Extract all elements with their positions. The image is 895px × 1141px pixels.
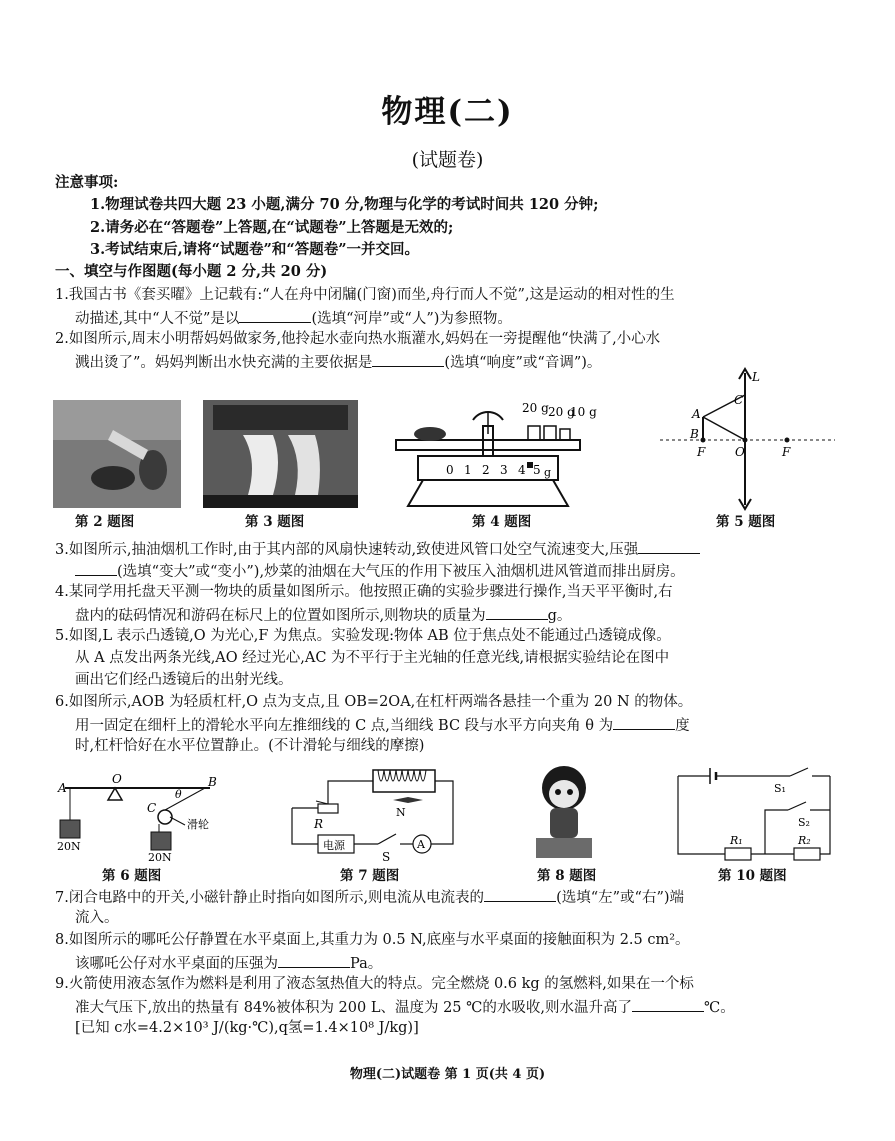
weight-label-3: 10 g [570,405,597,419]
q7-answer-blank [484,886,556,902]
q9-line1: 9.火箭使用液态氢作为燃料是利用了液态氢热值大的特点。完全燃烧 0.6 kg 的氢燃料,如果在一个标 [55,976,694,992]
caption-fig6: 第 6 题图 [102,868,162,884]
label-L: L [752,370,760,384]
caption-fig5: 第 5 题图 [716,514,776,530]
q9-answer-blank [632,996,704,1012]
ruler-unit: g [544,466,552,479]
resistor-label-R1: R₁ [730,834,743,847]
label-O: O [735,445,745,459]
q6-answer-blank [613,714,675,730]
circuit-label-S: S [382,850,391,864]
q5-line1: 5.如图,L 表示凸透镜,O 为光心,F 为焦点。实验发现:物体 AB 位于焦点处不能通过凸透镜成像。 [55,628,671,644]
q6-line3: 时,杠杆恰好在水平位置静止。(不计滑轮与细线的摩擦) [75,738,425,754]
q9-line2: 准大气压下,放出的热量有 84%被体积为 200 L、温度为 25 ℃的水吸收,则水温升高了 ℃。 [75,996,735,1018]
q2-line2: 溅出烫了”。妈妈判断出水快充满的主要依据是 (选填“响度”或“音调”)。 [75,351,601,373]
ruler-tick-0: 0 [446,463,454,477]
lever-label-O: O [112,772,122,786]
caption-fig2: 第 2 题图 [75,514,135,530]
resistor-label-R2: R₂ [798,834,811,847]
caption-fig4: 第 4 题图 [472,514,532,530]
q2-line1: 2.如图所示,周末小明帮妈妈做家务,他拎起水壶向热水瓶灌水,妈妈在一旁提醒他“快满了,小心水 [55,331,661,347]
q4-line2: 盘内的砝码情况和游码在标尺上的位置如图所示,则物块的质量为 g。 [75,604,571,626]
kettle-photo [53,400,181,508]
ruler-tick-5: 5 [533,463,541,477]
q6-line2: 用一固定在细杆上的滑轮水平向左推细线的 C 点,当细线 BC 段与水平方向夹角 θ 为 度 [75,714,690,736]
caption-fig7: 第 7 题图 [340,868,400,884]
notes-item-1: 1.物理试卷共四大题 23 小题,满分 70 分,物理与化学的考试时间共 120 分钟; [90,196,599,213]
q7-line1: 7.闭合电路中的开关,小磁针静止时指向如图所示,则电流从电流表的 (选填“左”或“右”)端 [55,886,684,908]
caption-fig8: 第 8 题图 [537,868,597,884]
q3-line1: 3.如图所示,抽油烟机工作时,由于其内部的风扇快速转动,致使进风管口处空气流速变大,压强 [55,538,700,560]
q3-answer-blank-a [638,538,700,554]
lever-label-weight-left: 20N [57,840,81,853]
switch-label-S1: S₁ [774,782,786,795]
circuit-magnet-figure [288,764,468,864]
lever-label-weight-right: 20N [148,851,172,864]
label-C: C [734,393,744,407]
q1-line2: 动描述,其中“人不觉”是以 (选填“河岸”或“人”)为参照物。 [75,307,512,329]
section-heading: 一、填空与作图题(每小题 2 分,共 20 分) [55,263,328,280]
q1-answer-blank [239,307,311,323]
lever-label-theta: θ [175,788,182,801]
parallel-circuit-figure [670,764,850,864]
lever-label-C: C [147,801,157,815]
label-F-right: F [782,445,791,459]
q2-answer-blank [372,351,444,367]
q4-line1: 4.某同学用托盘天平测一物块的质量如图所示。他按照正确的实验步骤进行操作,当天平平衡时,右 [55,584,673,600]
ruler-tick-4: 4 [518,463,526,477]
q8-line2: 该哪吒公仔对水平桌面的压强为 Pa。 [75,952,382,974]
lever-figure [55,770,240,865]
switch-label-S2: S₂ [798,816,810,829]
nezha-figurine-photo [528,760,600,860]
lever-label-pulley: 滑轮 [187,818,209,831]
exam-subtitle: (试题卷) [411,149,484,171]
caption-fig10: 第 10 题图 [718,868,787,884]
q3-answer-blank-b [75,560,117,576]
ruler-tick-2: 2 [482,463,490,477]
notes-item-3: 3.考试结束后,请将“试题卷”和“答题卷”一并交回。 [90,241,420,258]
q9-line3: [已知 c水=4.2×10³ J/(kg·℃),q氢=1.4×10⁸ J/kg)] [75,1020,419,1036]
label-B: B [690,427,699,441]
q5-line2: 从 A 点发出两条光线,AO 经过光心,AC 为不平行于主光轴的任意光线,请根据实验结论在图中 [75,650,670,666]
label-F-left: F [697,445,706,459]
q8-line1: 8.如图所示的哪吒公仔静置在水平桌面上,其重力为 0.5 N,底座与水平桌面的接触面积为 2.5 cm²。 [55,932,690,948]
circuit-label-source: 电源 [323,839,345,852]
range-hood-photo [203,400,358,508]
lever-label-A: A [58,781,67,795]
q4-answer-blank [486,604,548,620]
exam-title: 物理(二) [381,94,514,130]
weight-label-1: 20 g [522,401,549,415]
magnet-label-N: N [396,806,406,819]
q3-line2: (选填“变大”或“变小”),炒菜的油烟在大气压的作用下被压入油烟机进风管道而排出厨房。 [75,560,685,582]
label-A: A [692,407,701,421]
q8-answer-blank [278,952,350,968]
balance-figure [388,398,597,510]
ruler-tick-1: 1 [464,463,472,477]
weight-label-2: 20 g [548,405,575,419]
notes-heading: 注意事项: [55,174,119,191]
ruler-tick-3: 3 [500,463,508,477]
notes-item-2: 2.请务必在“答题卷”上答题,在“试题卷”上答题是无效的; [90,219,454,236]
q7-line2: 流入。 [75,910,119,926]
lens-figure [655,365,840,510]
q1-line1: 1.我国古书《套买曜》上记载有:“人在舟中闭牖(门窗)而坐,舟行而人不觉”,这是运动的相对性的生 [55,287,675,303]
page-footer: 物理(二)试题卷 第 1 页(共 4 页) [349,1067,546,1082]
q5-line3: 画出它们经凸透镜后的出射光线。 [75,672,293,688]
q6-line1: 6.如图所示,AOB 为轻质杠杆,O 点为支点,且 OB=2OA,在杠杆两端各悬挂一个重为 20 N 的物体。 [55,694,693,710]
caption-fig3: 第 3 题图 [245,514,305,530]
lever-label-B: B [208,775,217,789]
ammeter-label: A [417,838,425,851]
circuit-label-R: R [314,817,324,831]
